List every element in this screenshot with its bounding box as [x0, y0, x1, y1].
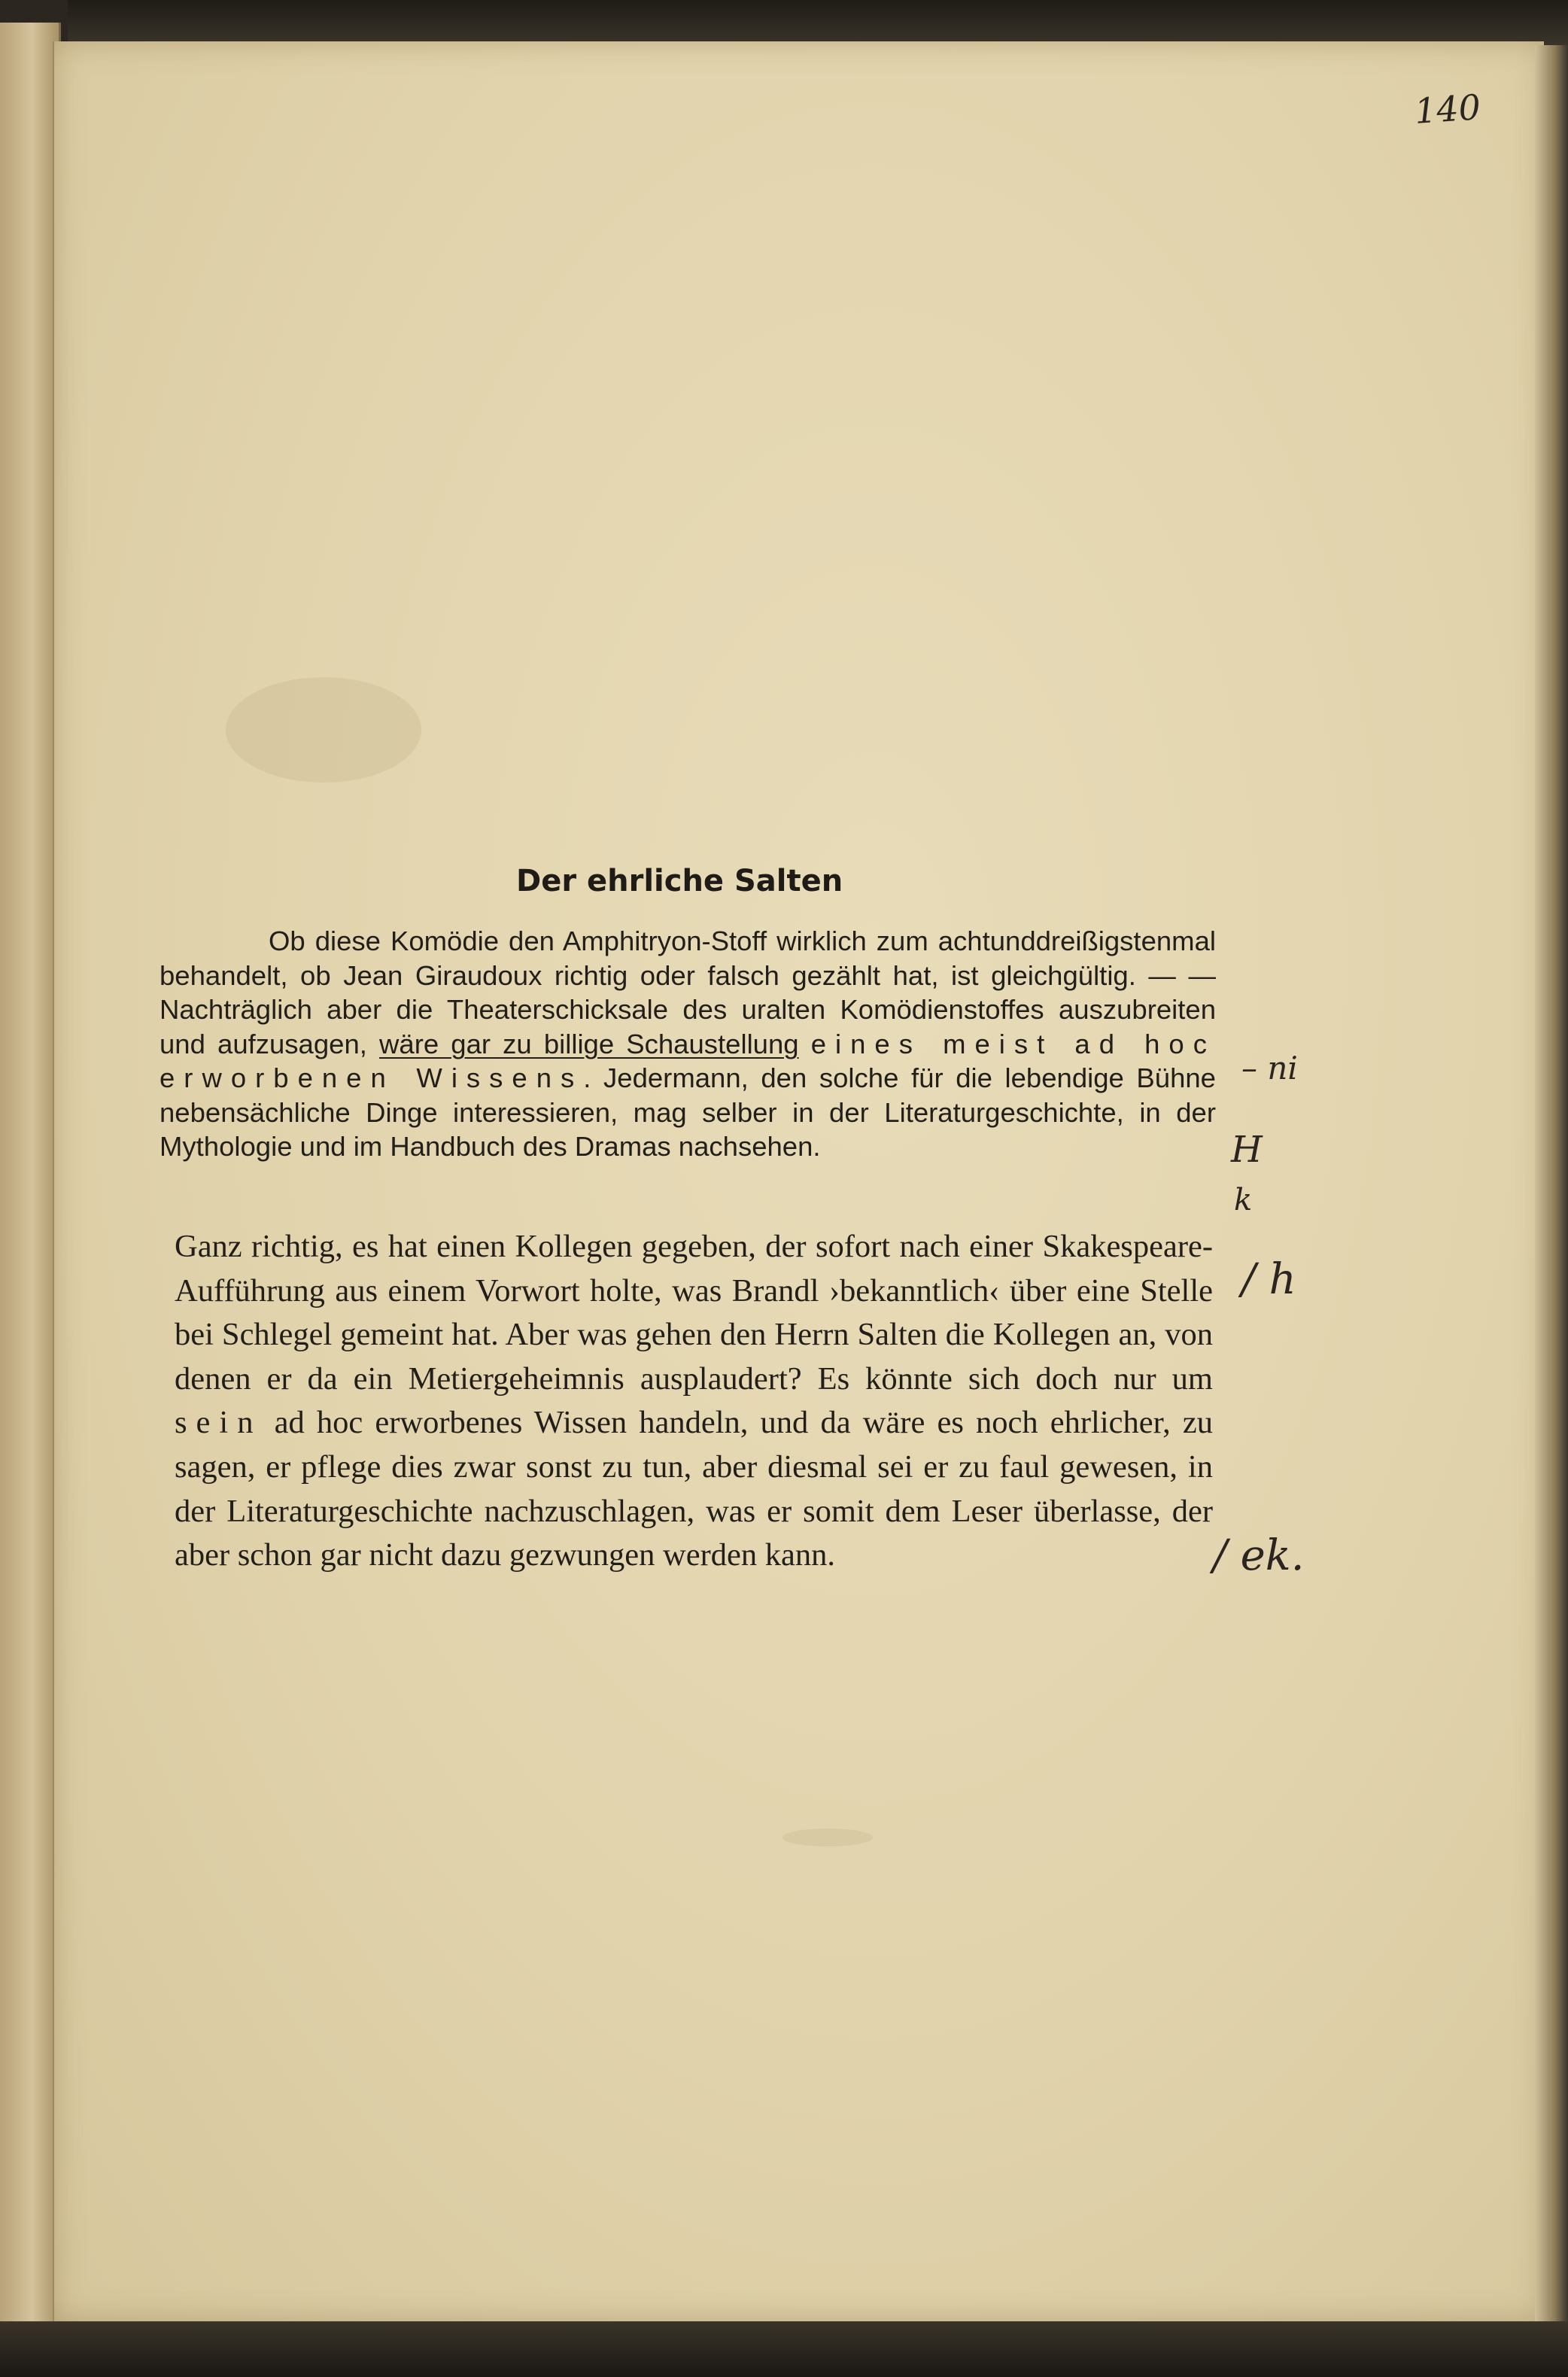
quote-text-end: . Jedermann, den solche für die lebendige Bühne nebensächliche Dinge interessieren, mag selber in der Literaturgeschichte, in der Mythologie und im Handbuch des Dramas nachsehen.	[160, 1062, 1216, 1162]
commentary-text-start: Ganz richtig, es hat einen Kollegen gegeben, der sofort nach einer Skakespeare-Aufführung aus einem Vorwort holte, was Brandl ›bekanntlich‹ über eine Stelle bei Schlegel gemeint hat. Aber was gehen den Herrn Salten die Kollegen an, von denen er da ein Metiergeheimnis ausplaudert? Es könnte sich doch nur um	[175, 1229, 1213, 1397]
bottom-dark-border	[0, 2321, 1568, 2377]
quote-text-start: Ob diese Komödie den Amphitryon-Stoff wirklich zum achtunddreißigstenmal behandelt, ob Jean Giraudoux richtig oder falsch gezählt hat, ist gleichgültig. — — Nachträglich aber die Theaterschicksale des uralten Komödienstoffes auszubreiten und aufzusagen,	[160, 926, 1216, 1059]
left-facing-page-edge	[0, 23, 61, 2325]
margin-correction-mark: – ni	[1241, 1050, 1298, 1087]
quote-spaced-phrase: eines meist ad hoc erworbenen Wissens	[160, 1028, 1216, 1093]
margin-correction-mark: H	[1231, 1129, 1263, 1171]
commentary-spaced-word: sein	[175, 1405, 263, 1441]
right-page-edge	[1535, 45, 1568, 2325]
quoted-passage	[160, 924, 1216, 1164]
handwritten-page-number: 140	[1413, 87, 1482, 132]
commentary-text-end: ad hoc erworbenes Wissen handeln, und da wäre es noch ehrlicher, zu sagen, er pflege dies zwar sonst zu tun, aber diesmal sei er zu faul gewesen, in der Literaturgeschichte nachzuschlagen, was er somit dem Leser überlasse, der aber schon gar nicht dazu gezwungen werden kann.	[175, 1405, 1213, 1573]
top-dark-border	[68, 0, 1568, 45]
margin-correction-mark: / ek.	[1213, 1531, 1305, 1580]
quote-underlined-phrase: wäre gar zu billige Schaustellung	[379, 1028, 799, 1059]
paper-page	[53, 41, 1544, 2321]
commentary-paragraph	[175, 1225, 1213, 1578]
article-title: Der ehrliche Salten	[516, 864, 843, 898]
margin-correction-mark: k	[1234, 1183, 1253, 1217]
margin-correction-mark: / h	[1241, 1255, 1296, 1304]
